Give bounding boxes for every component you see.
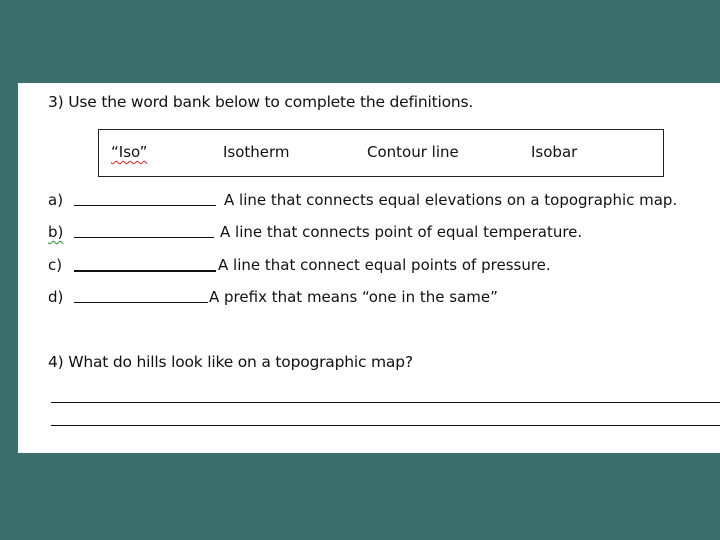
definition-text: A line that connect equal points of pressure. — [218, 256, 551, 274]
answer-blank[interactable] — [74, 302, 208, 303]
answer-blank[interactable] — [74, 205, 216, 206]
worksheet-page — [18, 83, 720, 453]
word-bank-term-isobar: Isobar — [531, 143, 578, 161]
answer-blank[interactable] — [74, 237, 214, 238]
definition-c — [48, 256, 648, 276]
word-bank-term-contour-line: Contour line — [367, 143, 459, 161]
definition-a — [48, 191, 720, 211]
definition-d — [48, 288, 648, 308]
answer-line-1[interactable] — [51, 402, 720, 403]
answer-blank[interactable] — [74, 270, 216, 272]
word-bank-box — [98, 129, 664, 177]
word-bank-term-isotherm: Isotherm — [223, 143, 290, 161]
definition-letter: c) — [48, 256, 63, 274]
answer-line-2[interactable] — [51, 425, 720, 426]
question-3-heading: 3) Use the word bank below to complete the definitions. — [48, 93, 474, 111]
question-4-text: 4) What do hills look like on a topographic map? — [48, 353, 413, 371]
word-bank-term-iso: “Iso” — [111, 143, 148, 161]
definition-letter: d) — [48, 288, 64, 306]
definition-text: A prefix that means “one in the same” — [209, 288, 498, 306]
definition-b — [48, 223, 648, 243]
definition-text: A line that connects equal elevations on a topographic map. — [224, 191, 678, 209]
definition-text: A line that connects point of equal temperature. — [220, 223, 583, 241]
definition-letter: b) — [48, 223, 64, 241]
definition-letter: a) — [48, 191, 64, 209]
